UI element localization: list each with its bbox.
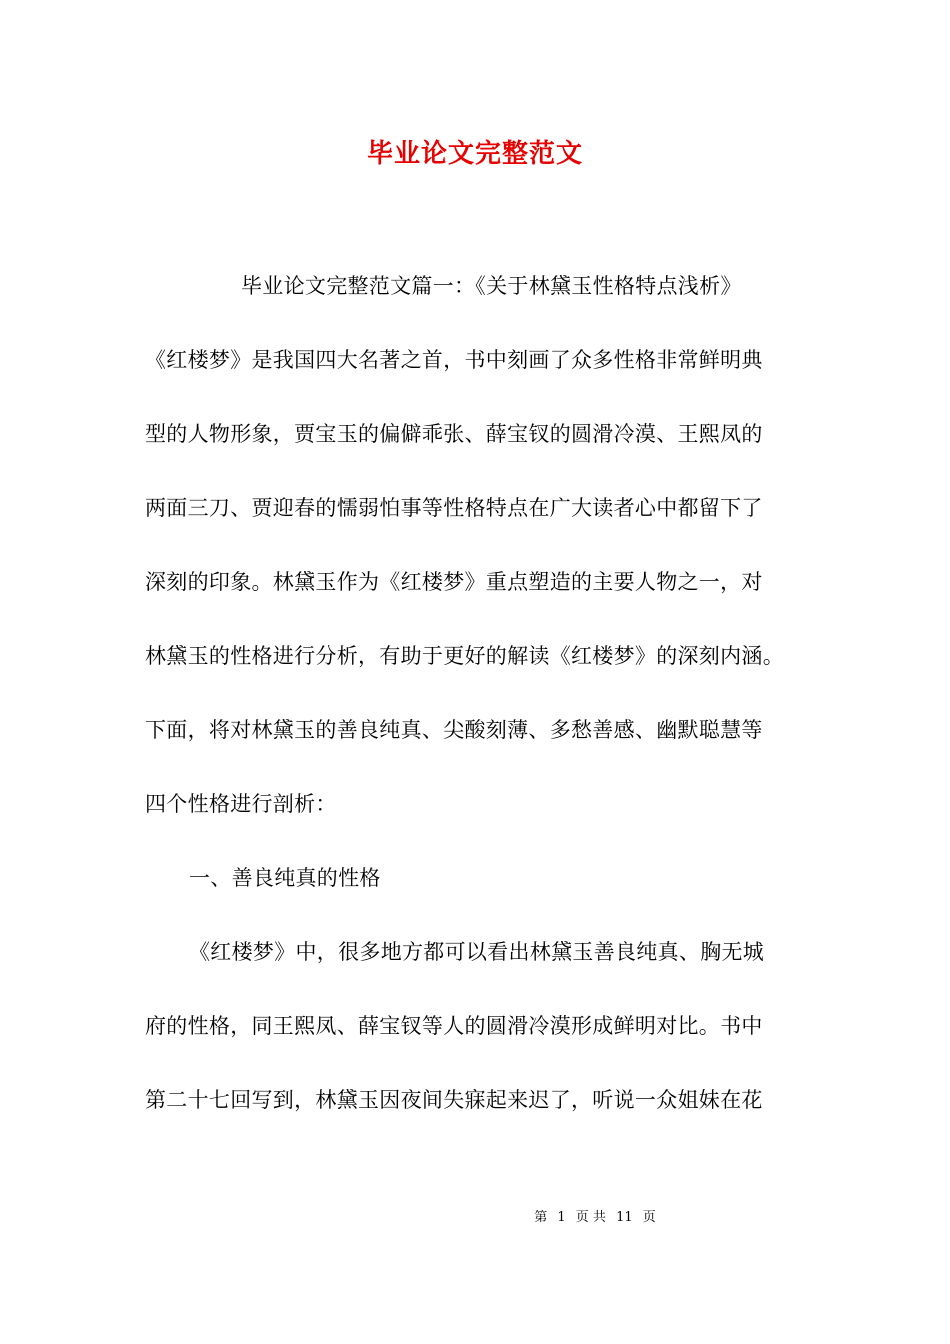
section-heading: 一、善良纯真的性格 (189, 866, 381, 890)
footer-suffix: 页 (642, 1210, 656, 1225)
page-footer (0, 1208, 950, 1228)
paragraph-line: 《红楼梦》中，很多地方都可以看出林黛玉善良纯真、胸无城 (189, 940, 765, 964)
footer-prefix: 第 (534, 1210, 548, 1225)
paragraph-line: 两面三刀、贾迎春的懦弱怕事等性格特点在广大读者心中都留下了 (145, 496, 763, 520)
document-title: 毕业论文完整范文 (366, 139, 583, 169)
paragraph-line: 第二十七回写到，林黛玉因夜间失寐起来迟了，听说一众姐妹在花 (145, 1088, 763, 1112)
footer-middle: 页 共 (575, 1210, 606, 1225)
paragraph-line: 型的人物形象，贾宝玉的偏僻乖张、薛宝钗的圆滑冷漠、王熙凤的 (145, 422, 763, 446)
paragraph-line: 下面，将对林黛玉的善良纯真、尖酸刻薄、多愁善感、幽默聪慧等 (145, 718, 763, 742)
footer-total-pages: 11 (616, 1210, 633, 1225)
paragraph-heading-line: 毕业论文完整范文篇一：《关于林黛玉性格特点浅析》 (241, 274, 742, 298)
paragraph-line: 深刻的印象。林黛玉作为《红楼梦》重点塑造的主要人物之一，对 (145, 570, 763, 594)
paragraph-line: 《红楼梦》是我国四大名著之首，书中刻画了众多性格非常鲜明典 (145, 348, 763, 372)
paragraph-line: 四个性格进行剖析： (145, 792, 337, 816)
paragraph-line: 府的性格，同王熙凤、薛宝钗等人的圆滑冷漠形成鲜明对比。书中 (145, 1014, 763, 1038)
paragraph-line: 林黛玉的性格进行分析，有助于更好的解读《红楼梦》的深刻内涵。 (145, 644, 784, 668)
document-body (145, 266, 810, 1154)
footer-current-page: 1 (557, 1210, 566, 1225)
